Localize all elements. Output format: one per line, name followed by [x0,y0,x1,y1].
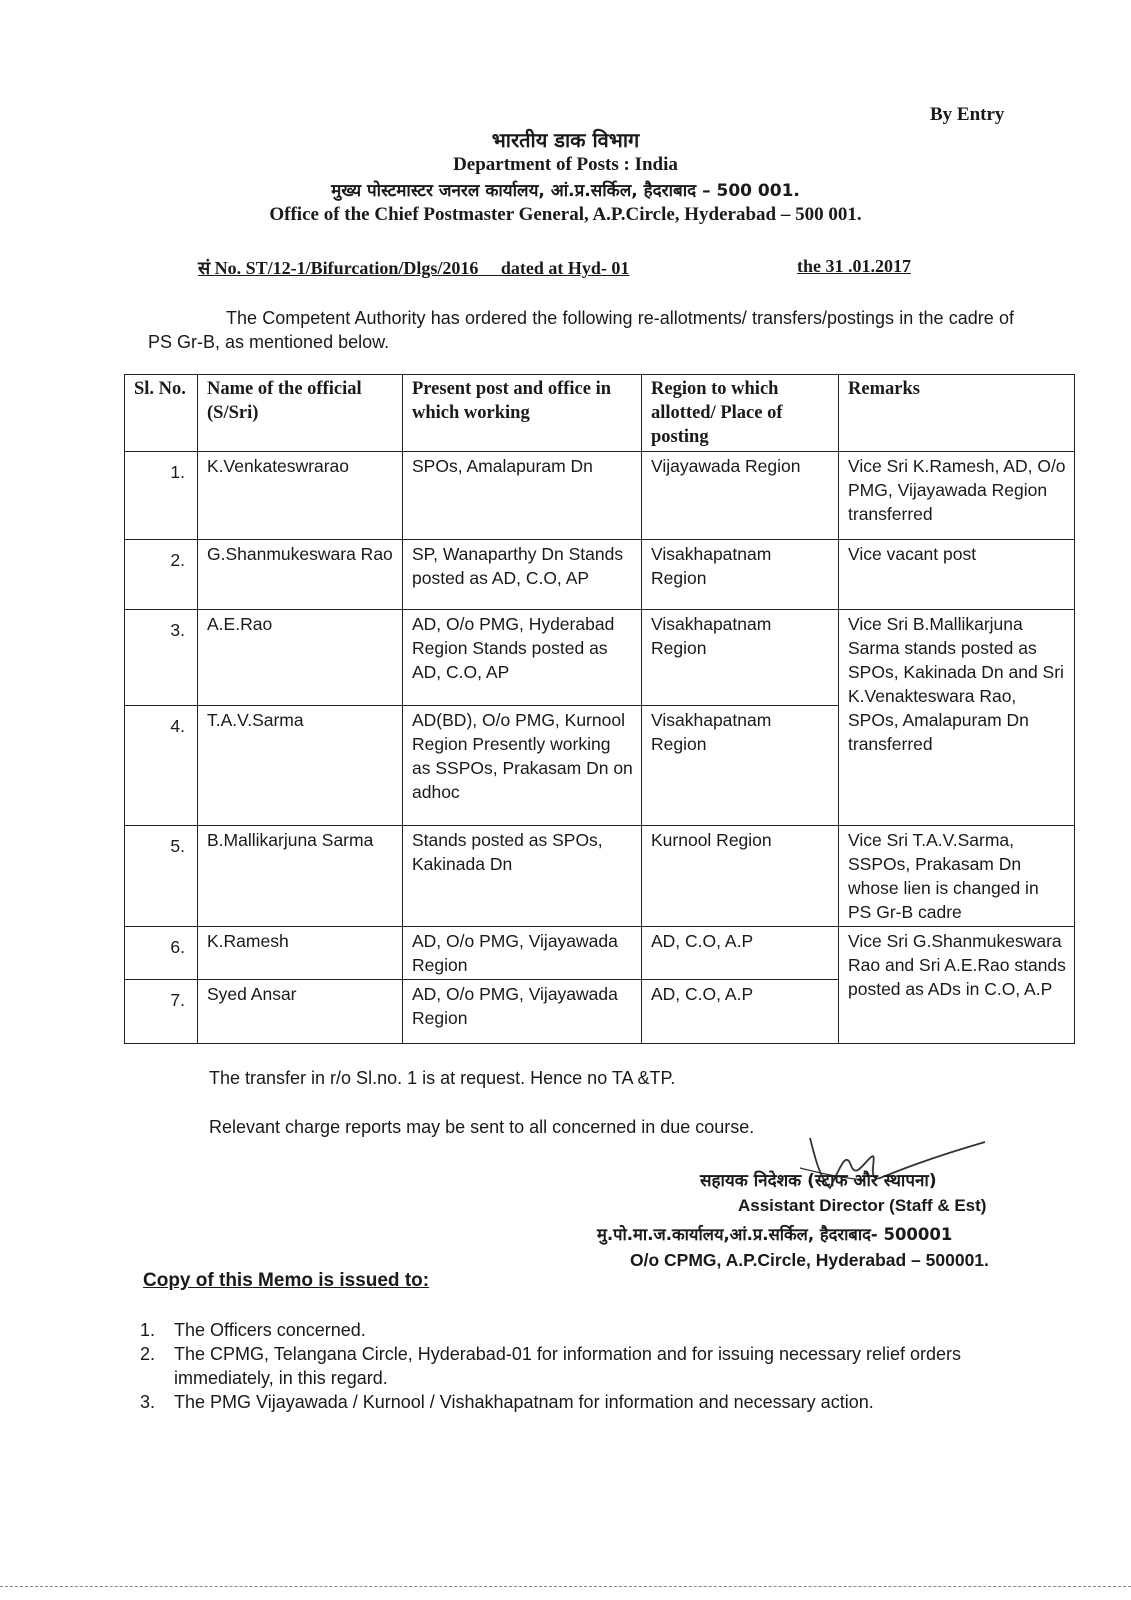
list-item-text: The Officers concerned. [174,1320,366,1340]
cell-present: Stands posted as SPOs, Kakinada Dn [403,826,642,927]
cell-present: AD, O/o PMG, Vijayawada Region [403,980,642,1044]
cell-present: SPOs, Amalapuram Dn [403,452,642,540]
cell-name: K.Venkateswrarao [198,452,403,540]
charge-reports-note: Relevant charge reports may be sent to all concerned in due course. [209,1117,755,1137]
transfer-note: The transfer in r/o Sl.no. 1 is at request. Hence no TA &TP. [209,1068,676,1088]
header-present-post: Present post and office in which working [403,375,642,452]
signatory-hindi-office: मु.पो.मा.ज.कार्यालय,आं.प्र.सर्किल, हैदराबाद- 500001 [597,1225,953,1244]
header-remarks: Remarks [839,375,1075,452]
department-title: Department of Posts : India [453,154,678,175]
list-item-number: 1. [140,1320,156,1340]
cell-sl: 6. [125,927,198,980]
cell-region: Vijayawada Region [642,452,839,540]
table-row [125,610,1075,706]
header-sl-no: Sl. No. [125,375,198,452]
cell-sl: 1. [125,452,198,540]
cell-present: AD, O/o PMG, Hyderabad Region Stands posted as AD, C.O, AP [403,610,642,706]
table-header-row [125,375,1075,452]
cell-name: G.Shanmukeswara Rao [198,540,403,610]
list-item [140,1390,1000,1414]
copy-list [140,1318,1000,1414]
hindi-office-title: मुख्य पोस्टमास्टर जनरल कार्यालय, आं.प्र.सर्किल, हैदराबाद – 500 001. [331,181,800,201]
header-region: Region to which allotted/ Place of posting [642,375,839,452]
signatory-designation: Assistant Director (Staff & Est) [738,1196,987,1215]
memo-date: the 31 .01.2017 [797,256,911,276]
cell-remarks: Vice vacant post [839,540,1075,610]
list-item-number: 3. [140,1392,156,1412]
cell-name: Syed Ansar [198,980,403,1044]
list-item-number: 2. [140,1344,156,1364]
cell-sl: 2. [125,540,198,610]
cell-name: B.Mallikarjuna Sarma [198,826,403,927]
signatory-hindi-designation: सहायक निदेशक (स्टाफ और स्थापना) [700,1171,937,1191]
cell-region: Visakhapatnam Region [642,610,839,706]
intro-paragraph: The Competent Authority has ordered the following re-allotments/ transfers/postings in the cadre of PS Gr-B, as mentioned below. [148,308,1014,352]
footer-divider [0,1586,1131,1587]
table-row [125,452,1075,540]
cell-region: Kurnool Region [642,826,839,927]
table-row [125,540,1075,610]
cell-name: T.A.V.Sarma [198,706,403,826]
cell-name: K.Ramesh [198,927,403,980]
cell-remarks: Vice Sri G.Shanmukeswara Rao and Sri A.E.Rao stands posted as ADs in C.O, A.P [839,927,1075,1044]
cell-region: Visakhapatnam Region [642,540,839,610]
signatory-office: O/o CPMG, A.P.Circle, Hyderabad – 500001. [630,1250,989,1270]
memo-number: सं No. ST/12-1/Bifurcation/Dlgs/2016 dated at Hyd- 01 [198,258,630,278]
table-row [125,826,1075,927]
hindi-department-title: भारतीय डाक विभाग [491,128,640,152]
cell-region: Visakhapatnam Region [642,706,839,826]
office-title: Office of the Chief Postmaster General, A.P.Circle, Hyderabad – 500 001. [269,204,862,225]
cell-sl: 4. [125,706,198,826]
cell-region: AD, C.O, A.P [642,980,839,1044]
list-item-text: The CPMG, Telangana Circle, Hyderabad-01 for information and for issuing necessary relief orders immediately, in this regard. [174,1344,962,1388]
cell-remarks: Vice Sri K.Ramesh, AD, O/o PMG, Vijayawada Region transferred [839,452,1075,540]
copy-heading: Copy of this Memo is issued to: [143,1270,430,1291]
cell-sl: 5. [125,826,198,927]
header-name: Name of the official (S/Sri) [198,375,403,452]
cell-remarks: Vice Sri B.Mallikarjuna Sarma stands posted as SPOs, Kakinada Dn and Sri K.Venakteswara Rao, SPOs, Amalapuram Dn transferred [839,610,1075,826]
table-row [125,927,1075,980]
cell-remarks: Vice Sri T.A.V.Sarma, SSPOs, Prakasam Dn whose lien is changed in PS Gr-B cadre [839,826,1075,927]
allotment-table [124,374,1075,1044]
list-item [140,1342,1000,1390]
cell-sl: 3. [125,610,198,706]
cell-present: AD(BD), O/o PMG, Kurnool Region Presently working as SSPOs, Prakasam Dn on adhoc [403,706,642,826]
cell-present: SP, Wanaparthy Dn Stands posted as AD, C.O, AP [403,540,642,610]
cell-region: AD, C.O, A.P [642,927,839,980]
list-item [140,1318,1000,1342]
cell-present: AD, O/o PMG, Vijayawada Region [403,927,642,980]
by-entry-label: By Entry [930,104,1005,125]
cell-name: A.E.Rao [198,610,403,706]
cell-sl: 7. [125,980,198,1044]
list-item-text: The PMG Vijayawada / Kurnool / Vishakhapatnam for information and necessary action. [174,1392,874,1412]
